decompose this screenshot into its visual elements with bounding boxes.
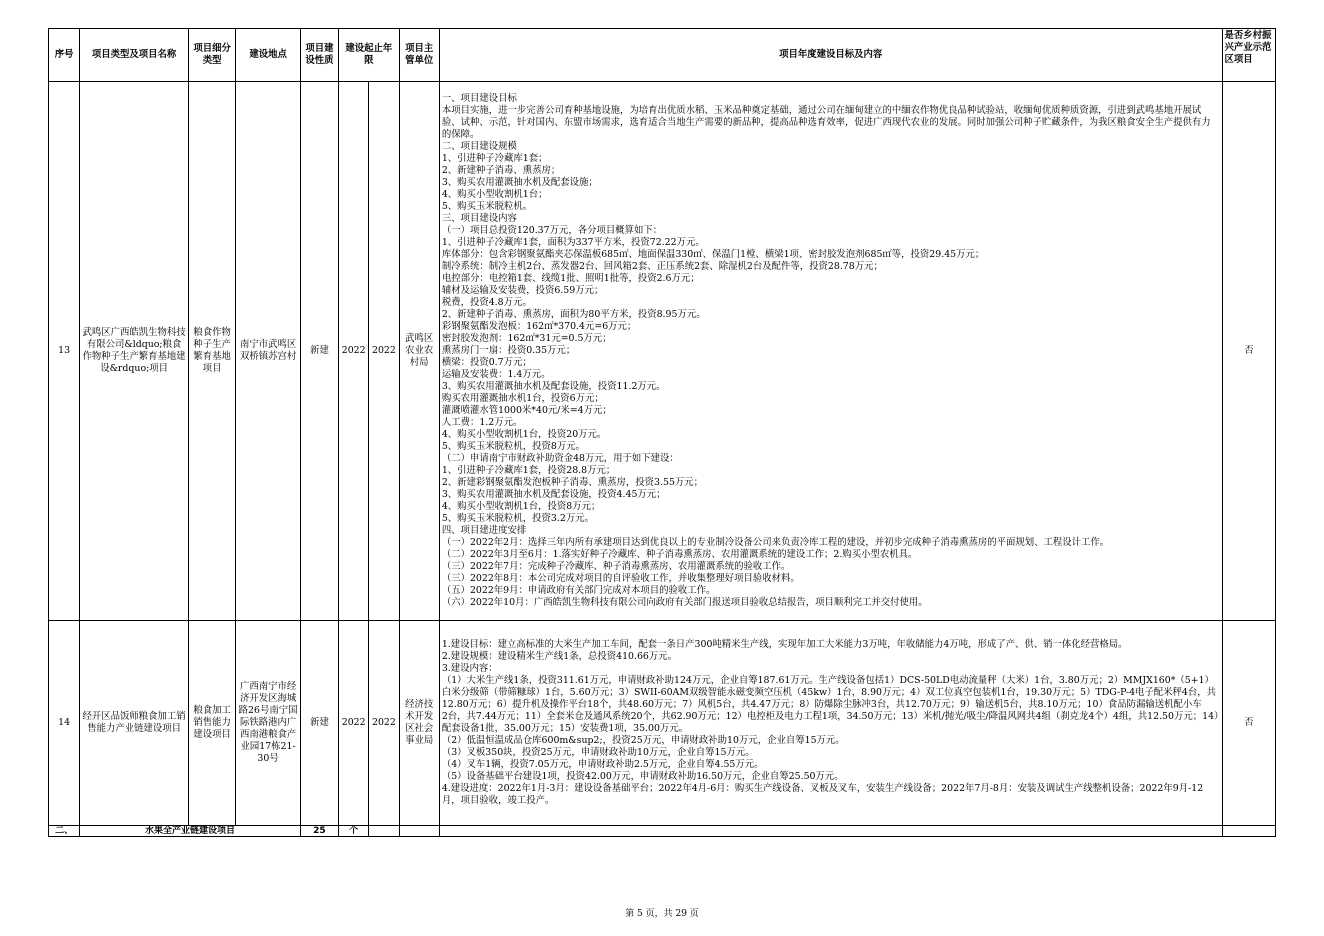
header-row (49, 29, 1276, 82)
cell-demo: 否 (1222, 621, 1275, 826)
section-name: 水果全产业链建设项目 (80, 826, 301, 837)
content-line: 2.建设规模：建设精米生产线1条，总投资410.66万元。 (441, 651, 678, 662)
header-period: 建设起止年限 (339, 29, 399, 82)
content-line: 3.建设内容： (441, 663, 498, 674)
content-line: 四、项目建进度安排 (441, 525, 527, 536)
content-line: 4、购买小型收割机1台，投资20万元。 (441, 429, 607, 440)
content-line: 2、新建种子消毒、熏蒸房，面积为80平方米，投资8.95万元。 (441, 309, 706, 320)
header-nature: 项目建设性质 (300, 29, 338, 82)
content-line: 横梁：投资0.7万元； (441, 357, 532, 368)
content-line: （三）2022年8月：本公司完成对项目的自评验收工作，并收集整理好项目验收材料。 (441, 573, 800, 584)
content-line: （一）项目总投资120.37万元，各分项目概算如下： (441, 225, 663, 236)
content-line: 5、购买玉米脱粒机，投资8万元。 (441, 441, 585, 452)
content-line: 电控部分：电控箱1套、线缆1批、照明1批等，投资2.6万元； (441, 273, 700, 284)
content-line: 一、项目建设目标 (441, 93, 517, 104)
cell-location: 广西南宁市经济开发区海城路26号南宁国际铁路港内广西南港粮食产业园17栋21-30号 (236, 621, 300, 826)
cell-dept: 武鸣区农业农村局 (399, 82, 439, 621)
content-line: （5）设备基础平台建设1项，投资42.00万元，申请财政补助16.50万元，企业自筹25.50万元。 (441, 771, 844, 782)
cell-demo: 否 (1222, 82, 1275, 621)
cell-subtype: 粮食作物种子生产繁育基地项目 (189, 82, 236, 621)
cell-content (439, 621, 1222, 826)
header-location: 建设地点 (236, 29, 300, 82)
content-line: 3、购买农用灌溉抽水机及配套设施，投资4.45万元； (441, 489, 666, 500)
cell-end-year: 2022 (369, 621, 399, 826)
empty-cell (399, 826, 439, 837)
header-seq: 序号 (49, 29, 80, 82)
content-line: 彩钢聚氨酯发泡板：162㎡*370.4元=6万元； (441, 321, 637, 332)
content-line: 1.建设目标：建立高标准的大米生产加工车间，配套一条日产300吨精米生产线，实现年加工大米能力3万吨，年收储能力4万吨，形成了产、供、销一体化经营格局。 (441, 639, 1128, 650)
content-line: 本项目实施，进一步完善公司育种基地设施，为培育出优质水稻、玉米品种奠定基础，通过公司在缅甸建立的中缅农作物优良品种试验站，收缅甸优质种质资源，引进到武鸣基地开展试验、试种、示范，针对国内、东盟市场需求，选育适合当地生产需要的新品种，提高品种选育效率，促进广西现代农业的发展。同时加强公司种子贮藏条件，为我区粮食安全生产提供有力的保障。 (441, 105, 1211, 140)
section-seq: 二、 (49, 826, 80, 837)
content-line: 密封胶发泡剂：162㎡*31元=0.5万元； (441, 333, 612, 344)
cell-name: 经开区品饭师粮食加工销售能力产业链建设项目 (80, 621, 189, 826)
table-row (49, 82, 1276, 621)
content-line: 5、购买玉米脱粒机，投资3.2万元。 (441, 513, 594, 524)
content-line: 二、项目建设规模 (441, 141, 517, 152)
content-line: 4、购买小型收割机1台； (441, 189, 548, 200)
content-line: （一）2022年2月：选择三年内所有承建项目达到优良以上的专业制冷设备公司来负责冷库工程的建设，并初步完成种子消毒熏蒸房的平面规划、工程设计工作。 (441, 537, 1110, 548)
cell-seq: 13 (49, 82, 80, 621)
cell-start-year: 2022 (339, 621, 369, 826)
content-line: 5、购买玉米脱粒机。 (441, 201, 533, 212)
cell-content (439, 82, 1222, 621)
content-line: 4.建设进度：2022年1月-3月：建设设备基础平台；2022年4月-6月：购买生产线设备、叉板及叉车，安装生产线设备；2022年7月-8月：安装及调试生产线整机设备；2022年9月-12月，项目验收，竣工投产。 (441, 783, 1204, 806)
content-line: 三、项目建设内容 (441, 213, 517, 224)
content-line: 购买农用灌溉抽水机1台，投资6万元； (441, 393, 604, 404)
content-line: 3、购买农用灌溉抽水机及配套设施，投资11.2万元。 (441, 381, 666, 392)
cell-seq: 14 (49, 621, 80, 826)
cell-name: 武鸣区广西皓凯生物科技有限公司&ldquo;粮食作物种子生产繁育基地建设&rdquo;项目 (80, 82, 189, 621)
cell-start-year: 2022 (339, 82, 369, 621)
cell-subtype: 粮食加工销售能力建设项目 (189, 621, 236, 826)
content-line: 人工费：1.2万元。 (441, 417, 523, 428)
cell-location: 南宁市武鸣区双桥镇苏宫村 (236, 82, 300, 621)
cell-end-year: 2022 (369, 82, 399, 621)
content-line: 1、引进种子冷藏库1套； (441, 153, 548, 164)
content-line: 运输及安装费：1.4万元。 (441, 369, 551, 380)
empty-cell (1222, 826, 1275, 837)
content-line: 3、购买农用灌溉抽水机及配套设施； (441, 177, 598, 188)
content-line: （4）叉车1辆，投资7.05万元，申请财政补助2.5万元，企业自筹4.55万元。 (441, 759, 764, 770)
content-line: （1）大米生产线1条，投资311.61万元，申请财政补助124万元，企业自筹187.61万元。生产线设备包括1）DCS-50LD电动流量秤（大米）1台，3.80万元；2）MMJX160*（5+1）白米分级筛（带筛糠球）1台，5.60万元；3）SWII-60AM双级智能永磁变频空压机（45kw）1台，8.90万元；4）双工位真空包装机1台，19.30万元；5）TDG-P-4电子配米秤4台，共12.80万元；6）提升机及操作平台18个，共48.60万元；7）风机5台，共4.47万元；8）防爆除尘脉冲3台，共12.70万元；9）输送机5台，共8.10万元；10）食品防漏输送机配小车 (441, 675, 1217, 710)
content-line: 制冷系统：制冷主机2台、蒸发器2台、回风箱2套、正压系统2套、除湿机2台及配件等，投资28.78万元； (441, 261, 883, 272)
table-row (49, 621, 1276, 826)
content-line: 2、新建种子消毒、熏蒸房； (441, 165, 561, 176)
content-line: 库体部分：包含彩钢聚氨酯夹芯保温板685㎡、地面保温330㎡、保温门1樘、横梁1项、密封胶发泡剂685㎡等，投资29.45万元； (441, 249, 985, 260)
header-dept: 项目主管单位 (399, 29, 439, 82)
cell-nature: 新建 (300, 82, 338, 621)
content-line: 辅材及运输及安装费，投资6.59万元； (441, 285, 604, 296)
content-line: 4、购买小型收割机1台，投资8万元； (441, 501, 601, 512)
content-line: 灌溉喷灌水管1000米*40元/米=4万元； (441, 405, 612, 416)
content-line: 1、引进种子冷藏库1套，面积为337平方米，投资72.22万元。 (441, 237, 705, 248)
content-line: （2）低温恒温成品仓库600m&sup2;，投资25万元，申请财政补助10万元，企业自筹15万元。 (441, 735, 845, 746)
project-table (48, 28, 1276, 837)
empty-cell (369, 826, 399, 837)
content-line: （二）2022年3月至6月：1.落实好种子冷藏库、种子消毒熏蒸房、农用灌溉系统的建设工作；2.购买小型农机具。 (441, 549, 918, 560)
page-number: 第 5 页，共 29 页 (625, 909, 699, 919)
empty-cell (439, 826, 1222, 837)
header-content: 项目年度建设目标及内容 (439, 29, 1222, 82)
content-line: 1、引进种子冷藏库1套，投资28.8万元； (441, 465, 616, 476)
section-count: 25 (300, 826, 338, 837)
content-line: 2、新建彩钢聚氨酯发泡板种子消毒、熏蒸房，投资3.55万元； (441, 477, 704, 488)
cell-nature: 新建 (300, 621, 338, 826)
content-line: （二）申请南宁市财政补助资金48万元，用于如下建设： (441, 453, 679, 464)
content-line: （三）2022年7月：完成种子冷藏库、种子消毒熏蒸房、农用灌溉系统的验收工作。 (441, 561, 791, 572)
content-line: （3）叉板350块，投资25万元，申请财政补助10万元，企业自筹15万元。 (441, 747, 755, 758)
section-unit: 个 (339, 826, 369, 837)
header-subtype: 项目细分类型 (189, 29, 236, 82)
content-line: （五）2022年9月：申请政府有关部门完成对本项目的验收工作。 (441, 585, 716, 596)
header-name: 项目类型及项目名称 (80, 29, 189, 82)
content-line: 税费，投资4.8万元。 (441, 297, 532, 308)
section-row (49, 826, 1276, 837)
cell-dept: 经济技术开发区社会事业局 (399, 621, 439, 826)
content-line: 熏蒸房门一扇：投资0.35万元； (441, 345, 576, 356)
content-line: 2台，共7.44万元；11）全套米仓及通风系统20个，共62.90万元；12）电控柜及电力工程1项，34.50万元；13）米机/抛光/吸尘/降温风网共4组（刹克龙4个）4组，共12.50万元；14）配套设备1批，35.00万元；15）安装费1项，35.00万元。 (441, 711, 1219, 734)
content-line: （六）2022年10月：广西皓凯生物科技有限公司向政府有关部门报送项目验收总结报告，项目顺利完工并交付使用。 (441, 597, 928, 608)
header-demo: 是否乡村振兴产业示范区项目 (1222, 29, 1275, 82)
